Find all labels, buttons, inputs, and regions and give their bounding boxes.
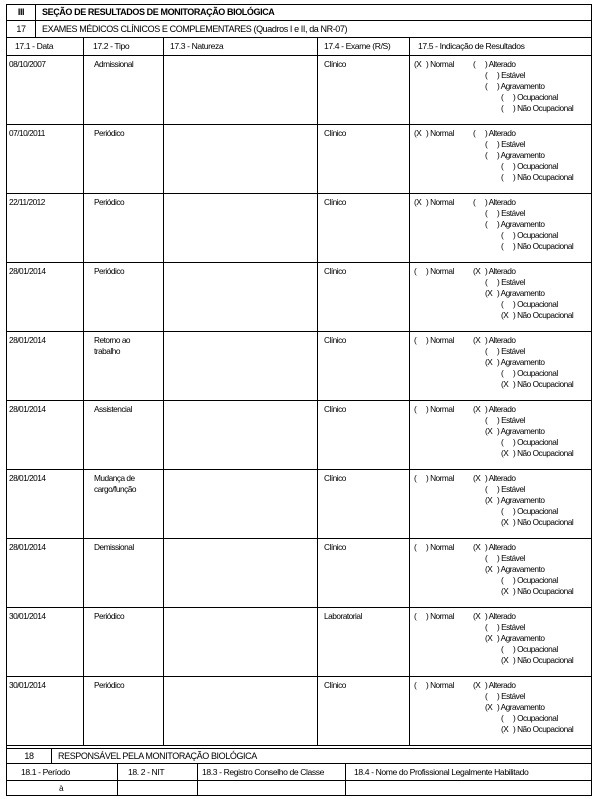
agravamento-mark[interactable]: (X	[485, 288, 493, 298]
agravamento-line[interactable]	[473, 288, 591, 299]
alterado-line[interactable]	[473, 266, 591, 277]
tipo-cell: Periódico	[83, 677, 163, 745]
alterado-options	[471, 677, 591, 745]
column-header-periodo: 18.1 - Período	[21, 767, 70, 777]
section-3-number: III	[17, 7, 25, 17]
estavel-line[interactable]	[473, 691, 591, 702]
ocupacional-label: ) Ocupacional	[513, 161, 558, 171]
section-18-number: 18	[24, 751, 34, 761]
ocupacional-line[interactable]	[473, 368, 591, 379]
alterado-label: ) Alterado	[485, 542, 516, 552]
agravamento-mark[interactable]: (	[485, 81, 488, 91]
periodo-value[interactable]: à	[59, 783, 64, 793]
estavel-mark[interactable]: (	[485, 346, 488, 356]
tipo-cell: Periódico	[83, 608, 163, 676]
ocupacional-label: ) Ocupacional	[513, 368, 558, 378]
alterado-mark[interactable]: (X	[473, 680, 481, 690]
normal-mark[interactable]: (	[414, 335, 417, 345]
data-cell: 28/01/2014	[9, 404, 46, 414]
ocupacional-mark[interactable]: (	[501, 437, 504, 447]
data-cell: 28/01/2014	[9, 335, 46, 345]
exame-cell: Clínico	[317, 125, 409, 193]
normal-option	[409, 263, 471, 331]
section-3-header	[7, 5, 591, 21]
estavel-line[interactable]	[473, 70, 591, 81]
ocupacional-mark[interactable]: (	[501, 368, 504, 378]
table-row	[7, 539, 591, 608]
alterado-label: ) Alterado	[485, 611, 516, 621]
section-3-title: SEÇÃO DE RESULTADOS DE MONITORAÇÃO BIOLÓGICA	[35, 5, 591, 20]
normal-mark[interactable]: (	[414, 611, 417, 621]
natureza-cell	[163, 194, 317, 262]
nao-ocupacional-mark[interactable]: (X	[501, 655, 509, 665]
section-17-title: EXAMES MÉDICOS CLÍNICOS E COMPLEMENTARES (Quadros I e II, da NR-07)	[35, 21, 591, 37]
tipo-cell: Periódico	[83, 125, 163, 193]
ocupacional-mark[interactable]: (	[501, 575, 504, 585]
alterado-mark[interactable]: (X	[473, 266, 481, 276]
normal-line[interactable]	[414, 680, 454, 690]
exame-cell: Clínico	[317, 332, 409, 400]
normal-line[interactable]	[414, 335, 454, 345]
agravamento-label: ) Agravamento	[497, 633, 545, 643]
nao-ocupacional-label: ) Não Ocupacional	[513, 586, 574, 596]
agravamento-line[interactable]	[473, 81, 591, 92]
agravamento-mark[interactable]: (X	[485, 357, 493, 367]
agravamento-mark[interactable]: (X	[485, 495, 493, 505]
estavel-mark[interactable]: (	[485, 484, 488, 494]
normal-option	[409, 470, 471, 538]
estavel-mark[interactable]: (	[485, 415, 488, 425]
table-row	[7, 125, 591, 194]
alterado-options	[471, 539, 591, 607]
agravamento-line[interactable]	[473, 357, 591, 368]
ocupacional-mark[interactable]: (	[501, 299, 504, 309]
nao-ocupacional-label: ) Não Ocupacional	[513, 379, 574, 389]
estavel-label: ) Estável	[497, 346, 525, 356]
section-17-header	[7, 21, 591, 38]
normal-line[interactable]	[414, 59, 454, 69]
table-row	[7, 677, 591, 746]
normal-mark[interactable]: (	[414, 266, 417, 276]
tipo-cell: Periódico	[83, 194, 163, 262]
nao-ocupacional-label: ) Não Ocupacional	[513, 310, 574, 320]
nao-ocupacional-line[interactable]	[473, 586, 591, 597]
estavel-mark[interactable]: (	[485, 277, 488, 287]
nao-ocupacional-mark[interactable]: (	[501, 103, 504, 113]
estavel-label: ) Estável	[497, 415, 525, 425]
column-header-exame: 17.4 - Exame (R/S)	[317, 38, 409, 55]
nao-ocupacional-mark[interactable]: (	[501, 241, 504, 251]
table-row	[7, 608, 591, 677]
natureza-cell	[163, 263, 317, 331]
alterado-label: ) Alterado	[485, 680, 516, 690]
ocupacional-label: ) Ocupacional	[513, 575, 558, 585]
agravamento-label: ) Agravamento	[497, 702, 545, 712]
nao-ocupacional-mark[interactable]: (X	[501, 448, 509, 458]
responsible-table-row	[7, 781, 591, 795]
estavel-label: ) Estável	[497, 208, 525, 218]
ocupacional-mark[interactable]: (	[501, 644, 504, 654]
column-header-nome: 18.4 - Nome do Profissional Legalmente Habilitado	[345, 764, 591, 780]
agravamento-label: ) Agravamento	[497, 357, 545, 367]
normal-line[interactable]	[414, 128, 454, 138]
estavel-mark[interactable]: (	[485, 691, 488, 701]
nao-ocupacional-line[interactable]	[473, 448, 591, 459]
exame-cell: Clínico	[317, 194, 409, 262]
agravamento-label: ) Agravamento	[497, 564, 545, 574]
ocupacional-mark[interactable]: (	[501, 506, 504, 516]
agravamento-line[interactable]	[473, 702, 591, 713]
alterado-label: ) Alterado	[485, 59, 516, 69]
normal-option	[409, 539, 471, 607]
alterado-options	[471, 263, 591, 331]
alterado-label: ) Alterado	[485, 197, 516, 207]
estavel-label: ) Estável	[497, 622, 525, 632]
natureza-cell	[163, 56, 317, 124]
natureza-cell	[163, 332, 317, 400]
normal-line[interactable]	[414, 404, 454, 414]
ocupacional-label: ) Ocupacional	[513, 299, 558, 309]
agravamento-label: ) Agravamento	[497, 150, 545, 160]
normal-mark[interactable]: (X	[414, 59, 422, 69]
normal-option	[409, 401, 471, 469]
table-row	[7, 263, 591, 332]
nao-ocupacional-line[interactable]	[473, 379, 591, 390]
agravamento-line[interactable]	[473, 150, 591, 161]
natureza-cell	[163, 677, 317, 745]
normal-label: ) Normal	[426, 197, 454, 207]
normal-line[interactable]	[414, 542, 454, 552]
form-sheet	[6, 4, 592, 796]
normal-option	[409, 56, 471, 124]
normal-label: ) Normal	[426, 404, 454, 414]
normal-mark[interactable]: (	[414, 542, 417, 552]
nao-ocupacional-line[interactable]	[473, 655, 591, 666]
data-cell: 07/10/2011	[9, 128, 45, 138]
normal-line[interactable]	[414, 266, 454, 276]
nao-ocupacional-line[interactable]	[473, 517, 591, 528]
agravamento-line[interactable]	[473, 219, 591, 230]
normal-label: ) Normal	[426, 542, 454, 552]
normal-label: ) Normal	[426, 335, 454, 345]
data-cell: 30/01/2014	[9, 611, 46, 621]
estavel-label: ) Estável	[497, 484, 525, 494]
nao-ocupacional-label: ) Não Ocupacional	[513, 448, 574, 458]
agravamento-mark[interactable]: (X	[485, 564, 493, 574]
ocupacional-line[interactable]	[473, 575, 591, 586]
agravamento-mark[interactable]: (X	[485, 633, 493, 643]
alterado-mark[interactable]: (X	[473, 404, 481, 414]
data-cell: 30/01/2014	[9, 680, 46, 690]
ocupacional-line[interactable]	[473, 437, 591, 448]
column-header-natureza: 17.3 - Natureza	[163, 38, 317, 55]
tipo-cell: Demissional	[83, 539, 163, 607]
agravamento-line[interactable]	[473, 495, 591, 506]
ocupacional-label: ) Ocupacional	[513, 713, 558, 723]
nao-ocupacional-mark[interactable]: (X	[501, 586, 509, 596]
alterado-options	[471, 56, 591, 124]
nao-ocupacional-line[interactable]	[473, 172, 591, 183]
estavel-line[interactable]	[473, 139, 591, 150]
table-row	[7, 470, 591, 539]
alterado-options	[471, 608, 591, 676]
alterado-options	[471, 125, 591, 193]
column-header-registro: 18.3 - Registro Conselho de Classe	[197, 764, 345, 780]
estavel-mark[interactable]: (	[485, 139, 488, 149]
agravamento-mark[interactable]: (	[485, 150, 488, 160]
alterado-options	[471, 401, 591, 469]
ocupacional-label: ) Ocupacional	[513, 92, 558, 102]
data-cell: 08/10/2007	[9, 59, 46, 69]
alterado-label: ) Alterado	[485, 335, 516, 345]
alterado-label: ) Alterado	[485, 128, 516, 138]
normal-option	[409, 194, 471, 262]
nao-ocupacional-line[interactable]	[473, 241, 591, 252]
alterado-mark[interactable]: (X	[473, 473, 481, 483]
ocupacional-line[interactable]	[473, 299, 591, 310]
nao-ocupacional-label: ) Não Ocupacional	[513, 724, 574, 734]
estavel-label: ) Estável	[497, 277, 525, 287]
natureza-cell	[163, 401, 317, 469]
nao-ocupacional-mark[interactable]: (X	[501, 724, 509, 734]
alterado-line[interactable]	[473, 59, 591, 70]
agravamento-label: ) Agravamento	[497, 219, 545, 229]
estavel-line[interactable]	[473, 277, 591, 288]
column-header-tipo: 17.2 - Tipo	[83, 38, 163, 55]
ocupacional-label: ) Ocupacional	[513, 437, 558, 447]
natureza-cell	[163, 125, 317, 193]
ocupacional-mark[interactable]: (	[501, 161, 504, 171]
tipo-cell: Periódico	[83, 263, 163, 331]
estavel-mark[interactable]: (	[485, 208, 488, 218]
normal-mark[interactable]: (X	[414, 197, 422, 207]
exame-cell: Clínico	[317, 539, 409, 607]
normal-line[interactable]	[414, 197, 454, 207]
alterado-line[interactable]	[473, 404, 591, 415]
normal-label: ) Normal	[426, 611, 454, 621]
estavel-mark[interactable]: (	[485, 622, 488, 632]
column-header-indicacao: 17.5 - Indicação de Resultados	[409, 38, 591, 55]
data-cell: 22/11/2012	[9, 197, 45, 207]
alterado-label: ) Alterado	[485, 266, 516, 276]
ocupacional-mark[interactable]: (	[501, 230, 504, 240]
agravamento-mark[interactable]: (X	[485, 702, 493, 712]
alterado-mark[interactable]: (X	[473, 335, 481, 345]
alterado-options	[471, 194, 591, 262]
estavel-line[interactable]	[473, 622, 591, 633]
normal-label: ) Normal	[426, 128, 454, 138]
tipo-cell: Retorno ao trabalho	[83, 332, 163, 400]
ocupacional-mark[interactable]: (	[501, 713, 504, 723]
exame-cell: Clínico	[317, 56, 409, 124]
nao-ocupacional-line[interactable]	[473, 103, 591, 114]
nao-ocupacional-mark[interactable]: (X	[501, 310, 509, 320]
agravamento-line[interactable]	[473, 633, 591, 644]
alterado-mark[interactable]: (	[473, 197, 476, 207]
data-cell: 28/01/2014	[9, 542, 46, 552]
nome-value[interactable]	[345, 781, 591, 795]
alterado-line[interactable]	[473, 335, 591, 346]
alterado-mark[interactable]: (X	[473, 542, 481, 552]
table-row	[7, 56, 591, 125]
nao-ocupacional-label: ) Não Ocupacional	[513, 103, 574, 113]
alterado-line[interactable]	[473, 128, 591, 139]
normal-mark[interactable]: (X	[414, 128, 422, 138]
nao-ocupacional-mark[interactable]: (X	[501, 379, 509, 389]
exame-cell: Clínico	[317, 677, 409, 745]
exame-cell: Laboratorial	[317, 608, 409, 676]
nao-ocupacional-mark[interactable]: (X	[501, 517, 509, 527]
ocupacional-line[interactable]	[473, 92, 591, 103]
normal-mark[interactable]: (	[414, 680, 417, 690]
agravamento-line[interactable]	[473, 426, 591, 437]
agravamento-label: ) Agravamento	[497, 81, 545, 91]
agravamento-label: ) Agravamento	[497, 495, 545, 505]
ocupacional-label: ) Ocupacional	[513, 506, 558, 516]
normal-line[interactable]	[414, 611, 454, 621]
alterado-options	[471, 332, 591, 400]
estavel-label: ) Estável	[497, 691, 525, 701]
tipo-cell: Assistencial	[83, 401, 163, 469]
column-header-data: 17.1 - Data	[15, 41, 54, 51]
normal-option	[409, 677, 471, 745]
alterado-mark[interactable]: (X	[473, 611, 481, 621]
estavel-mark[interactable]: (	[485, 553, 488, 563]
data-cell: 28/01/2014	[9, 473, 46, 483]
exame-cell: Clínico	[317, 263, 409, 331]
column-header-nit: 18. 2 - NIT	[117, 764, 197, 780]
alterado-line[interactable]	[473, 680, 591, 691]
normal-label: ) Normal	[426, 473, 454, 483]
normal-label: ) Normal	[426, 680, 454, 690]
agravamento-mark[interactable]: (	[485, 219, 488, 229]
normal-label: ) Normal	[426, 59, 454, 69]
estavel-label: ) Estável	[497, 139, 525, 149]
normal-line[interactable]	[414, 473, 454, 483]
agravamento-line[interactable]	[473, 564, 591, 575]
tipo-cell: Mudança de cargo/função	[83, 470, 163, 538]
alterado-line[interactable]	[473, 542, 591, 553]
normal-option	[409, 332, 471, 400]
results-table-header	[7, 38, 591, 56]
responsible-table-header	[7, 764, 591, 781]
nao-ocupacional-label: ) Não Ocupacional	[513, 655, 574, 665]
table-row	[7, 332, 591, 401]
estavel-line[interactable]	[473, 553, 591, 564]
nao-ocupacional-line[interactable]	[473, 310, 591, 321]
ocupacional-line[interactable]	[473, 713, 591, 724]
exame-cell: Clínico	[317, 401, 409, 469]
nao-ocupacional-label: ) Não Ocupacional	[513, 517, 574, 527]
ocupacional-mark[interactable]: (	[501, 92, 504, 102]
alterado-label: ) Alterado	[485, 404, 516, 414]
estavel-line[interactable]	[473, 415, 591, 426]
ocupacional-label: ) Ocupacional	[513, 230, 558, 240]
table-row	[7, 194, 591, 263]
estavel-mark[interactable]: (	[485, 70, 488, 80]
section-18-header	[7, 748, 591, 764]
normal-option	[409, 608, 471, 676]
alterado-label: ) Alterado	[485, 473, 516, 483]
nao-ocupacional-label: ) Não Ocupacional	[513, 241, 574, 251]
nao-ocupacional-mark[interactable]: (	[501, 172, 504, 182]
ocupacional-line[interactable]	[473, 161, 591, 172]
tipo-cell: Admissional	[83, 56, 163, 124]
agravamento-mark[interactable]: (X	[485, 426, 493, 436]
estavel-label: ) Estável	[497, 70, 525, 80]
alterado-line[interactable]	[473, 611, 591, 622]
normal-option	[409, 125, 471, 193]
exame-cell: Clínico	[317, 470, 409, 538]
normal-label: ) Normal	[426, 266, 454, 276]
section-17-number: 17	[16, 24, 26, 34]
estavel-label: ) Estável	[497, 553, 525, 563]
alterado-line[interactable]	[473, 473, 591, 484]
table-row	[7, 401, 591, 470]
nit-value[interactable]	[117, 781, 197, 795]
estavel-line[interactable]	[473, 484, 591, 495]
data-cell: 28/01/2014	[9, 266, 46, 276]
alterado-line[interactable]	[473, 197, 591, 208]
alterado-mark[interactable]: (	[473, 59, 476, 69]
ocupacional-label: ) Ocupacional	[513, 644, 558, 654]
agravamento-label: ) Agravamento	[497, 426, 545, 436]
normal-mark[interactable]: (	[414, 404, 417, 414]
natureza-cell	[163, 470, 317, 538]
registro-value[interactable]	[197, 781, 345, 795]
nao-ocupacional-label: ) Não Ocupacional	[513, 172, 574, 182]
nao-ocupacional-line[interactable]	[473, 724, 591, 735]
natureza-cell	[163, 539, 317, 607]
ocupacional-line[interactable]	[473, 230, 591, 241]
normal-mark[interactable]: (	[414, 473, 417, 483]
section-18-title: RESPONSÁVEL PELA MONITORAÇÃO BIOLÓGICA	[51, 749, 591, 763]
estavel-line[interactable]	[473, 208, 591, 219]
natureza-cell	[163, 608, 317, 676]
ocupacional-line[interactable]	[473, 644, 591, 655]
alterado-mark[interactable]: (	[473, 128, 476, 138]
alterado-options	[471, 470, 591, 538]
ocupacional-line[interactable]	[473, 506, 591, 517]
agravamento-label: ) Agravamento	[497, 288, 545, 298]
estavel-line[interactable]	[473, 346, 591, 357]
